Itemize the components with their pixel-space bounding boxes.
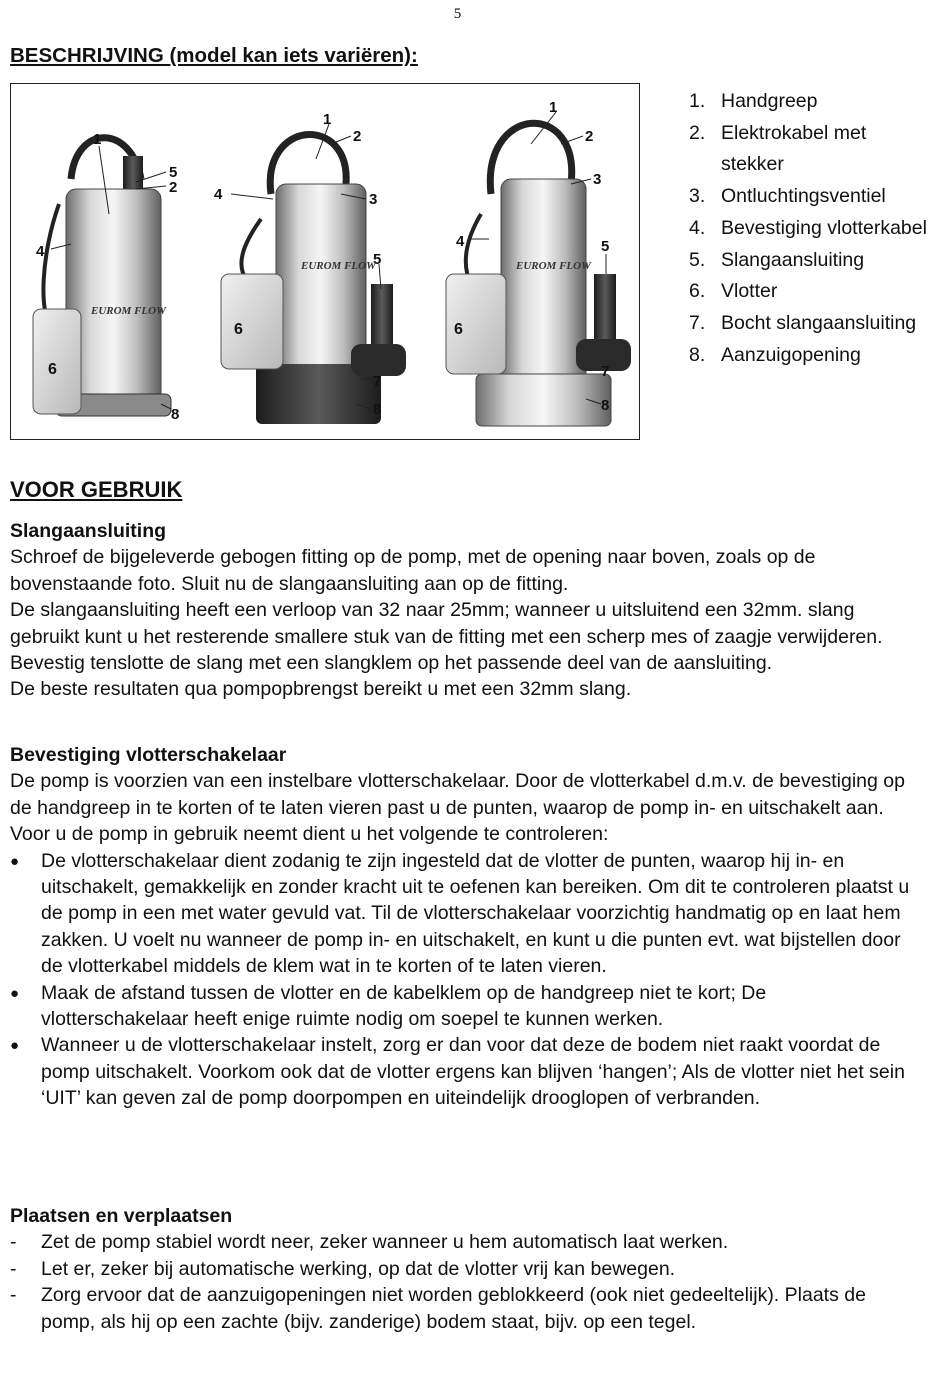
svg-text:2: 2 [169, 179, 178, 196]
svg-text:8: 8 [373, 401, 382, 418]
svg-text:2: 2 [353, 128, 362, 145]
vlotter-heading: Bevestiging vlotterschakelaar [10, 744, 287, 766]
slangaansluiting-section [10, 518, 910, 703]
bullet-item: ● Wanneer u de vlotterschakelaar instelt, zorg er dan voor dat deze de bodem niet raakt voordat de pomp uitschakelt. Voorkom ook dat de vlotter ergens kan blijven ‘hangen’; Als de vlotter niet het sein ‘UIT’ kan geven zal de pomp doorpompen en uiteindelijk drooglopen of verbranden. [10, 1034, 905, 1110]
pump-illustration [11, 84, 639, 439]
dash-item: - Zorg ervoor dat de aanzuigopeningen niet worden geblokkeerd (ook niet gedeeltelijk). Plaats de pomp, als hij op een zachte (bijv. zanderige) bodem staat, bijv. op een tegel. [10, 1284, 866, 1333]
svg-text:8: 8 [601, 397, 610, 414]
plaatsen-heading: Plaatsen en verplaatsen [10, 1205, 233, 1227]
part-item: 2. Elektrokabel met stekker [689, 121, 867, 176]
svg-text:6: 6 [48, 361, 57, 378]
svg-text:EUROM FLOW: EUROM FLOW [516, 260, 591, 272]
product-photo [10, 83, 640, 440]
dash-item: - Let er, zeker bij automatische werking, op dat de vlotter vrij kan bewegen. [10, 1257, 676, 1280]
vlotter-section [10, 742, 910, 1112]
svg-text:6: 6 [234, 321, 243, 338]
svg-text:5: 5 [601, 238, 610, 255]
svg-text:1: 1 [93, 131, 102, 148]
part-item: 1. Handgreep [689, 90, 818, 112]
bullet-item: ● De vlotterschakelaar dient zodanig te zijn ingesteld dat de vlotter de punten, waarop hij in- en uitschakelt, gemakkelijk en zonder kracht uit te oefenen kan bereiken. Om dit te controleren plaatst u de pomp in een met water gevuld vat. Til de vlotterschakelaar voorzichtig handmatig op en laat hem zakken. U voelt nu wanneer de pomp in- en uitschakelt, en kunt u die punten evt. wat bijstellen door de vlotterkabel middels de klem wat in te korten of te laten vieren. [10, 849, 910, 978]
page-number: 5 [453, 6, 462, 22]
bullet-item: ● Maak de afstand tussen de vlotter en de kabelklem op de handgreep niet te kort; De vlotterschakelaar heeft enige ruimte nodig om soepel te kunnen werken. [10, 981, 767, 1031]
svg-text:8: 8 [171, 406, 180, 423]
dash-item: - Zet de pomp stabiel wordt neer, zeker wanneer u hem automatisch laat werken. [10, 1231, 729, 1254]
svg-text:3: 3 [593, 171, 602, 188]
paragraph: Schroef de bijgeleverde gebogen fitting op de pomp, met de opening naar boven, zoals op de bovenstaande foto. Sluit nu de slangaansluiting aan op de fitting. [10, 546, 816, 595]
svg-text:1: 1 [323, 111, 332, 128]
paragraph: De beste resultaten qua pompopbrengst bereikt u met een 32mm slang. [10, 678, 632, 701]
pump-3 [446, 123, 631, 426]
svg-text:EUROM FLOW: EUROM FLOW [301, 260, 376, 272]
svg-text:EUROM FLOW: EUROM FLOW [91, 305, 166, 317]
paragraph: Voor u de pomp in gebruik neemt dient u het volgende te controleren: [10, 823, 609, 846]
svg-text:7: 7 [373, 373, 382, 390]
svg-text:6: 6 [454, 321, 463, 338]
part-item: 5. Slangaansluiting [689, 248, 865, 271]
svg-text:3: 3 [369, 191, 378, 208]
paragraph: De slangaansluiting heeft een verloop van 32 naar 25mm; wanneer u uitsluitend een 32mm. slang gebruikt kunt u het resterende smallere stuk van de fitting met een scherp mes of zaagje verwijderen. Bevestig tenslotte de slang met een slangklem op het passende deel van de aansluiting. [10, 599, 883, 675]
part-item: 4. Bevestiging vlotterkabel [689, 216, 927, 239]
plaatsen-section [10, 1203, 910, 1335]
parts-list [689, 86, 931, 371]
svg-text:4: 4 [456, 233, 465, 250]
part-item: 8. Aanzuigopening [689, 343, 861, 366]
svg-text:7: 7 [601, 363, 610, 380]
voor-gebruik-heading: VOOR GEBRUIK [10, 477, 183, 502]
pump-1 [33, 138, 171, 416]
svg-text:2: 2 [585, 128, 594, 145]
part-item: 6. Vlotter [689, 280, 778, 303]
description-heading: BESCHRIJVING (model kan iets variëren): [10, 44, 418, 67]
svg-text:5: 5 [169, 164, 178, 181]
svg-text:5: 5 [373, 251, 382, 268]
part-item: 7. Bocht slangaansluiting [689, 311, 917, 334]
slangaansluiting-heading: Slangaansluiting [10, 520, 167, 542]
part-item: 3. Ontluchtingsventiel [689, 185, 886, 208]
svg-text:4: 4 [214, 186, 223, 203]
svg-text:1: 1 [549, 99, 558, 116]
svg-text:4: 4 [36, 243, 45, 260]
paragraph: De pomp is voorzien van een instelbare vlotterschakelaar. Door de vlotterkabel d.m.v. de bevestiging op de handgreep in te korten of te laten vieren past u de punten, waarop de pomp in- en uitschakelt aan. [10, 770, 905, 819]
